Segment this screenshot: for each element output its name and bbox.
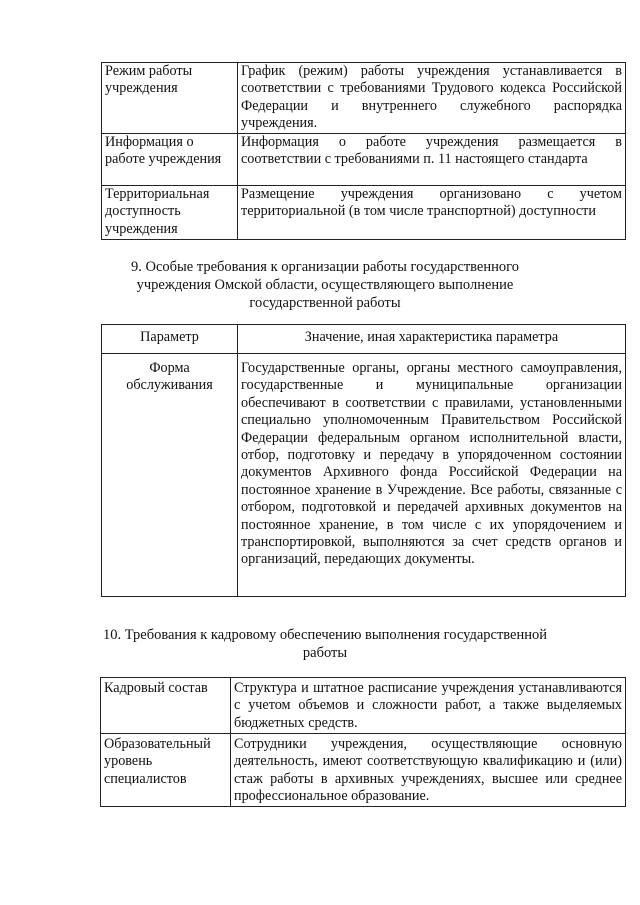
param-cell bbox=[101, 678, 231, 734]
table-row bbox=[101, 678, 626, 734]
value-text: Государственные органы, органы местного самоуправления, государственные и муниципальные организации обеспечивают в соответствии с правилами, установленными специально уполномоченным Правительством Российской Федерации федеральным органом исполнительной власти, отбор, подготовку и передачу в упорядоченном состоянии документов Архивного фонда Российской Федерации на постоянное хранение в Учреждение. Все работы, связанные с отбором, подготовкой и передачей архивных документов на постоянное хранение, в том числе с их упорядочением и транспортировкой, выполняются за счет средств органов и организаций, передающих документы. bbox=[241, 360, 622, 568]
table-section-10 bbox=[100, 677, 626, 807]
value-text: График (режим) работы учреждения устанавливается в соответствии с требованиями Трудового кодекса Российской Федерации и внутреннего служебного распорядка учреждения. bbox=[241, 63, 622, 132]
header-value: Значение, иная характеристика параметра bbox=[304, 329, 559, 345]
heading-line: 9. Особые требования к организации работы государственного bbox=[131, 259, 519, 275]
param-text: Форма обслуживания bbox=[126, 360, 213, 394]
param-cell bbox=[102, 63, 238, 134]
value-cell bbox=[231, 678, 626, 734]
value-cell bbox=[231, 734, 626, 807]
header-param: Параметр bbox=[140, 329, 199, 345]
param-cell bbox=[102, 134, 238, 186]
heading-line: учреждения Омской области, осуществляющего выполнение bbox=[136, 277, 514, 293]
param-text: Режим работы учреждения bbox=[105, 63, 193, 97]
value-text: Размещение учреждения организовано с учетом территориальной (в том числе транспортной) доступности bbox=[241, 186, 622, 220]
header-param-cell bbox=[102, 325, 238, 354]
section-10-heading bbox=[60, 626, 590, 662]
param-cell bbox=[102, 354, 238, 597]
heading-line: 10. Требования к кадровому обеспечению выполнения государственной bbox=[102, 627, 548, 643]
param-text: Информация о работе учреждения bbox=[105, 134, 222, 168]
table-header-row bbox=[102, 325, 626, 354]
value-text: Структура и штатное расписание учреждения устанавливаются с учетом объемов и сложности работ, а также выделяемых бюджетных средств. bbox=[234, 680, 622, 731]
param-text: Территориальная доступность учреждения bbox=[105, 186, 210, 237]
value-text: Информация о работе учреждения размещается в соответствии с требованиями п. 11 настоящего стандарта bbox=[241, 134, 622, 168]
heading-line: работы bbox=[302, 645, 348, 661]
value-cell bbox=[238, 186, 626, 240]
param-text: Образовательный уровень специалистов bbox=[104, 736, 211, 787]
table-top bbox=[101, 62, 626, 240]
param-text: Кадровый состав bbox=[104, 680, 208, 696]
value-text: Сотрудники учреждения, осуществляющие основную деятельность, имеют соответствующую квалификацию и (или) стаж работы в архивных учреждениях, высшее или среднее профессиональное образование. bbox=[234, 736, 622, 805]
value-cell bbox=[238, 63, 626, 134]
table-section-9 bbox=[101, 324, 626, 597]
header-value-cell bbox=[238, 325, 626, 354]
param-cell bbox=[102, 186, 238, 240]
table-row bbox=[101, 734, 626, 807]
heading-line: государственной работы bbox=[249, 295, 401, 311]
value-cell bbox=[238, 354, 626, 597]
value-cell bbox=[238, 134, 626, 186]
section-9-heading bbox=[60, 258, 590, 312]
table-row bbox=[102, 134, 626, 186]
table-row bbox=[102, 63, 626, 134]
table-row bbox=[102, 186, 626, 240]
param-cell bbox=[101, 734, 231, 807]
table-row bbox=[102, 354, 626, 597]
